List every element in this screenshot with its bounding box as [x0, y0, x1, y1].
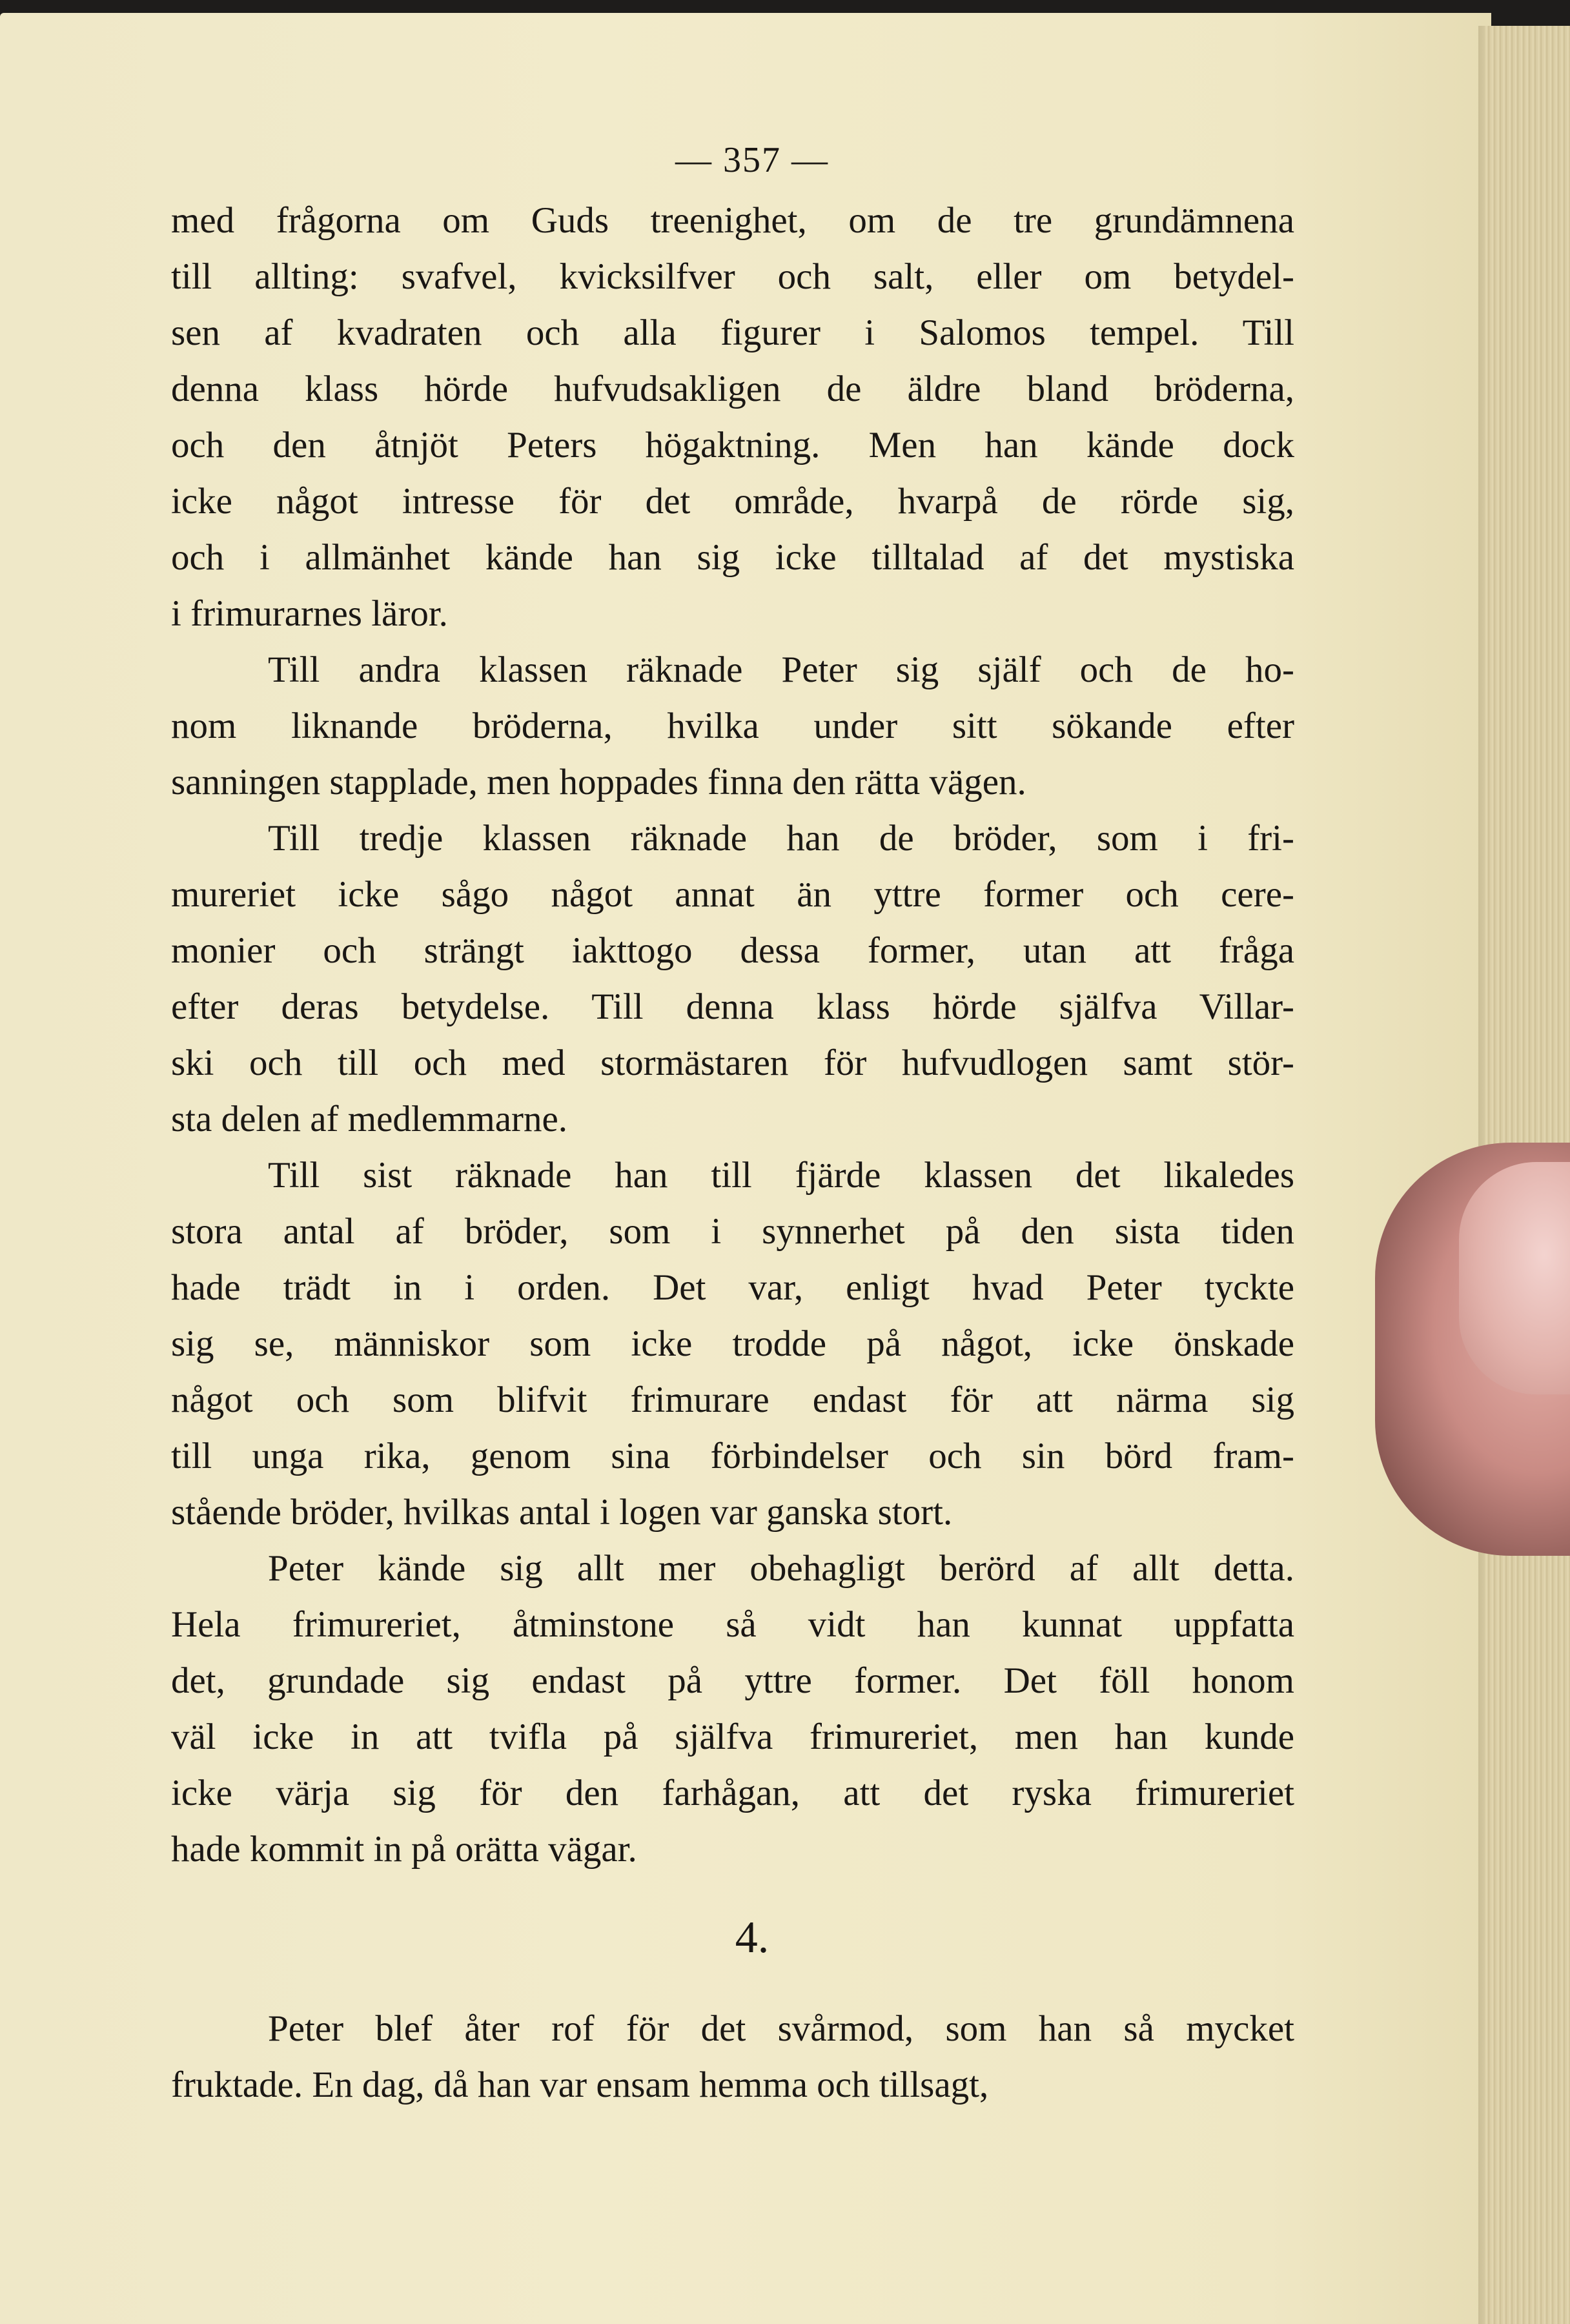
text-line: sen af kvadraten och alla figurer i Salomos tempel. Till	[171, 312, 1294, 353]
text-line: icke värja sig för den farhågan, att det ryska frimureriet	[171, 1773, 1294, 1813]
text-line: efter deras betydelse. Till denna klass hörde själfva Villar-	[171, 986, 1294, 1027]
paragraph	[171, 1147, 1294, 1540]
text-line: och i allmänhet kände han sig icke tilltalad af det mystiska	[171, 537, 1294, 578]
text-line: och den åtnjöt Peters högaktning. Men han kände dock	[171, 425, 1294, 465]
text-line: till allting: svafvel, kvicksilfver och salt, eller om betydel-	[171, 256, 1294, 297]
text-line: det, grundade sig endast på yttre former. Det föll honom	[171, 1660, 1294, 1701]
text-line: Peter blef åter rof för det svårmod, som han så mycket	[268, 2008, 1294, 2049]
text-line: sanningen stapplade, men hoppades finna den rätta vägen.	[171, 762, 1026, 802]
text-line: Peter kände sig allt mer obehagligt berörd af allt detta.	[268, 1548, 1294, 1589]
text-line: Till tredje klassen räknade han de bröder, som i fri-	[268, 818, 1294, 859]
paragraph	[171, 2001, 1294, 2113]
paragraph	[171, 1540, 1294, 1877]
text-line: Till andra klassen räknade Peter sig själf och de ho-	[268, 649, 1294, 690]
text-line: icke något intresse för det område, hvarpå de rörde sig,	[171, 481, 1294, 522]
page-text	[171, 132, 1294, 2113]
thumb-nail	[1459, 1162, 1570, 1394]
text-line: med frågorna om Guds treenighet, om de tre grundämnena	[171, 200, 1294, 241]
text-line: Till sist räknade han till fjärde klassen det likaledes	[268, 1155, 1294, 1196]
section-heading: 4.	[735, 1913, 770, 1962]
text-line: fruktade. En dag, då han var ensam hemma och tillsagt,	[171, 2064, 989, 2105]
paragraph	[171, 810, 1294, 1147]
text-line: monier och strängt iakttogo dessa former, utan att fråga	[171, 930, 1294, 971]
after-section-paragraph	[171, 2001, 1294, 2113]
text-line: väl icke in att tvifla på själfva frimureriet, men han kunde	[171, 1717, 1294, 1757]
text-line: sig se, människor som icke trodde på något, icke önskade	[171, 1323, 1294, 1364]
text-line: ski och till och med stormästaren för hufvudlogen samt stör-	[171, 1043, 1294, 1083]
text-line: nom liknande bröderna, hvilka under sitt sökande efter	[171, 706, 1294, 746]
text-line: i frimurarnes läror.	[171, 593, 448, 634]
text-line: stora antal af bröder, som i synnerhet på den sista tiden	[171, 1211, 1294, 1252]
paragraph	[171, 192, 1294, 642]
text-line: till unga rika, genom sina förbindelser och sin börd fram-	[171, 1436, 1294, 1476]
text-line: Hela frimureriet, åtminstone så vidt han kunnat uppfatta	[171, 1604, 1294, 1645]
text-line: hade trädt in i orden. Det var, enligt hvad Peter tyckte	[171, 1267, 1294, 1308]
text-line: stående bröder, hvilkas antal i logen var ganska stort.	[171, 1492, 953, 1533]
paragraphs	[171, 192, 1294, 1877]
text-line: hade kommit in på orätta vägar.	[171, 1829, 637, 1870]
paragraph	[171, 642, 1294, 810]
text-line: mureriet icke sågo något annat än yttre former och cere-	[171, 874, 1294, 915]
page-number: — 357 —	[675, 140, 829, 180]
text-line: denna klass hörde hufvudsakligen de äldre bland bröderna,	[171, 369, 1294, 409]
text-line: sta delen af medlemmarne.	[171, 1099, 568, 1139]
text-line: något och som blifvit frimurare endast för att närma sig	[171, 1380, 1294, 1420]
